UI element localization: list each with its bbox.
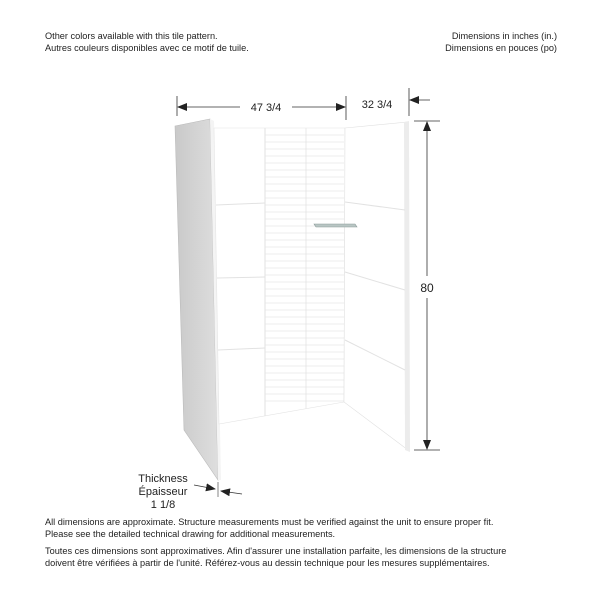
units-note-fr: Dimensions en pouces (po) [445, 42, 557, 53]
width-label: 47 3/4 [250, 102, 282, 114]
height-dimension [414, 121, 440, 450]
height-label: 80 [420, 281, 434, 295]
thickness-dimension [138, 473, 242, 511]
thickness-label-en: Thickness [138, 473, 188, 485]
back-wall-panel [214, 128, 345, 424]
depth-dimension [362, 88, 430, 116]
depth-label: 32 3/4 [361, 99, 393, 111]
corner-shelf [314, 224, 357, 227]
disclaimer-en-line: Please see the detailed technical drawing for additional measurements. [45, 528, 336, 539]
disclaimer-fr-line: doivent être vérifiées à partir de l'unité. Référez-vous au dessin technique pour les mesures supplémentaires. [45, 557, 490, 568]
right-wall-panel [344, 121, 410, 452]
units-note-en: Dimensions in inches (in.) [451, 31, 557, 41]
color-note-fr: Autres couleurs disponibles avec ce motif de tuile. [45, 42, 249, 53]
color-note-en: Other colors available with this tile pattern. [45, 31, 218, 41]
disclaimer-en-line: All dimensions are approximate. Structure measurements must be verified against the unit to ensure proper fit. [45, 517, 494, 527]
disclaimer-fr [45, 546, 506, 569]
thickness-label-fr: Épaisseur [138, 486, 188, 498]
disclaimer-fr-line: Toutes ces dimensions sont approximatives. Afin d'assurer une installation parfaite, les dimensions de la structure [45, 546, 507, 556]
width-dimension [177, 96, 346, 120]
left-wall-panel [175, 119, 221, 480]
thickness-value: 1 1/8 [150, 499, 176, 511]
disclaimer-en [45, 517, 493, 540]
